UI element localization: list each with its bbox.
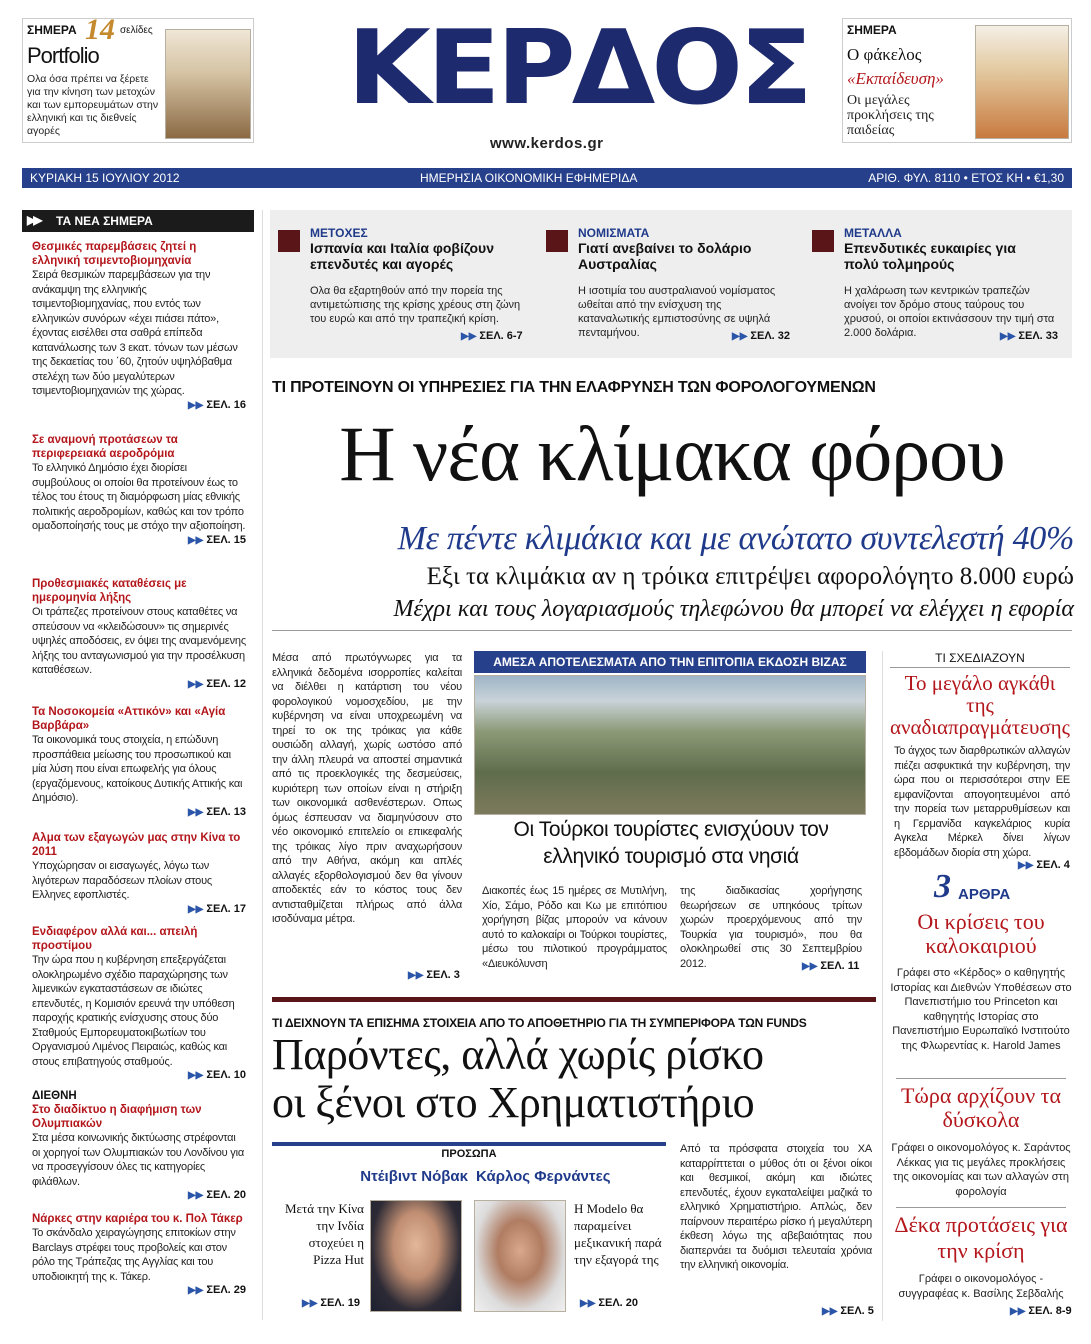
funds-body: Από τα πρόσφατα στοιχεία του ΧΑ καταρρίπτεται ο μύθος ότι οι ξένοι οίκοι και θεσμικοί, ακόμη και ιδιώτες επενδυτές, έχουν εγκαταλείψει μαζικά το ελληνικό Χρηματιστήριο. Απλώς, δεν παίρνουν περαιτέρω ρίσκο ή μεγαλύτερη έκθεση λόγω της αβεβαιότητας που διαπερνάει τα δυόμισι τελευταία χρόνια την ελληνική οικονομία. — [680, 1143, 872, 1271]
box-headline: Γιατί ανεβαίνει το δολάριο Αυστραλίας — [578, 240, 752, 272]
article-divider — [896, 1078, 1066, 1079]
sidebar-item[interactable] — [32, 831, 246, 915]
sidebar-item-title: Αλμα των εξαγωγών μας στην Κίνα το 2011 — [32, 832, 241, 858]
novak-photo — [370, 1200, 462, 1312]
portfolio-cover-image — [165, 29, 251, 139]
box-body: Η ισοτιμία του αυστραλιανού νομίσματος ωθείται από την ενίσχυση της καταναλωτικής εμπιστοσύνης σε υψηλά πενταμήνου. — [578, 285, 776, 339]
box-marker — [278, 230, 300, 252]
arrow-icon: ▶▶ — [580, 1298, 596, 1309]
person-1-text: Μετά την Κίνα την Ινδία στοχεύει η Pizza Hut — [284, 1201, 364, 1267]
column-divider — [882, 651, 883, 1321]
sidebar-item[interactable] — [32, 705, 246, 818]
person-1-name[interactable]: Ντέιβιντ Νόβακ — [360, 1168, 468, 1185]
arrow-icon: ▶▶ — [408, 970, 424, 981]
box-body: Ολα θα εξαρτηθούν από την πορεία της αντιμετώπισης της κρίσης χρέους στη ζώνη του ευρώ και από την τραπεζική κρίση. — [310, 285, 521, 325]
lead-headline[interactable]: Η νέα κλίμακα φόρου — [339, 410, 1005, 497]
right-headline[interactable]: Το μεγάλο αγκάθι της αναδιαπραγμάτευσης — [890, 671, 1070, 739]
sidebar-item-body: Στα μέσα κοινωνικής δικτύωσης στρέφονται οι χορηγοί των Ολυμπιακών του Λονδίνου για να προσεγγίσουν όλες τις κατηγορίες φιλάθλων. — [32, 1132, 244, 1188]
promo-right-label: ΣΗΜΕΡΑ — [847, 23, 897, 37]
play-arrows-icon: ▶▶ — [27, 213, 40, 227]
lead-subline-1: Εξι τα κλιμάκια αν η τρόικα επιτρέψει αφορολόγητο 8.000 ευρώ — [426, 563, 1074, 590]
articles-number: 3 — [934, 868, 951, 905]
page-ref[interactable]: ▶▶ ΣΕΛ. 11 — [802, 960, 860, 972]
tourism-banner: ΑΜΕΣΑ ΑΠΟΤΕΛΕΣΜΑΤΑ ΑΠΟ ΤΗΝ ΕΠΙΤΟΠΙΑ ΕΚΔΟΣΗ ΒΙΖΑΣ — [474, 651, 866, 673]
article-1-body: Γράφει στο «Κέρδος» ο καθηγητής Ιστορίας και Διεθνών Υποθέσεων στο Πανεπιστήμιο του Princeton και καθηγητής Ιστορίας στο Πανεπιστήμιο Ευρωπαϊκό Ινστιτούτο της Φλωρεντίας κ. Harold James — [890, 967, 1072, 1052]
masthead-title: ΚΕΡΔΟΣ — [347, 9, 809, 128]
box-marker — [812, 230, 834, 252]
funds-kicker: ΤΙ ΔΕΙΧΝΟΥΝ ΤΑ ΕΠΙΣΗΜΑ ΣΤΟΙΧΕΙΑ ΑΠΟ ΤΟ ΑΠΟΘΕΤΗΡΙΟ ΓΙΑ ΤΗ ΣΥΜΠΕΡΙΦΟΡΑ ΤΩΝ FUNDS — [272, 1016, 807, 1030]
page-ref[interactable]: ▶▶ ΣΕΛ. 20 — [187, 1189, 246, 1201]
sidebar-item-title: Ενδιαφέρον αλλά και... απειλή προστίμου — [32, 926, 198, 952]
sidebar-header — [22, 210, 254, 232]
sidebar-section-label: ΔΙΕΘΝΗ — [32, 1090, 77, 1102]
promo-label: ΣΗΜΕΡΑ — [27, 23, 77, 37]
sidebar-item-body: Το σκάνδαλο χειραγώγησης επιτοκίων στην Barclays στρέφει τους προβολείς και στον ρόλο της Τράπεζας της Αγγλίας και του υποδιοικητή της κ. Τάκερ. — [32, 1227, 236, 1283]
arrow-icon: ▶▶ — [461, 331, 477, 342]
sidebar-item-body: Υποχώρησαν οι εισαγωγές, λόγω των λιγότερων παραδόσεων πλοίων στους Ελληνες εφοπλιστές. — [32, 860, 212, 901]
arrow-icon: ▶▶ — [187, 534, 204, 546]
funds-headline-2[interactable]: οι ξένοι στο Χρηματιστήριο — [272, 1078, 755, 1127]
article-2-title[interactable]: Τώρα αρχίζουν τα δύσκολα — [900, 1083, 1062, 1132]
sidebar-item-title: Προθεσμιακές καταθέσεις με ημερομηνία λήξης — [32, 578, 187, 604]
sidebar-item[interactable] — [32, 1089, 246, 1201]
sidebar-header-label: ΤΑ ΝΕΑ ΣΗΜΕΡΑ — [56, 214, 153, 228]
page-ref[interactable]: ▶▶ ΣΕΛ. 29 — [187, 1284, 246, 1296]
fernandez-photo — [474, 1200, 566, 1312]
sidebar-item-title: Σε αναμονή προτάσεων τα περιφερειακά αεροδρόμια — [32, 434, 178, 460]
page-ref[interactable]: ▶▶ ΣΕΛ. 19 — [302, 1297, 361, 1309]
article-1-title[interactable]: Οι κρίσεις του καλοκαιριού — [917, 909, 1045, 958]
issue-date: ΚΥΡΙΑΚΗ 15 ΙΟΥΛΙΟΥ 2012 — [30, 171, 180, 185]
arrow-icon: ▶▶ — [822, 1306, 838, 1317]
arrow-icon: ▶▶ — [1010, 1306, 1026, 1317]
box-category: ΝΟΜΙΣΜΑΤΑ — [578, 226, 650, 240]
box-marker — [546, 230, 568, 252]
sidebar-item-body: Σειρά θεσμικών παρεμβάσεων για την ανάκαμψη της ελληνικής τσιμεντοβιομηχανίας, που εντός των ελληνικών συνόρων «έχει πιάσει πάτο», έχοντας εισέλθει στα σαθρά επίπεδα κατανάλωσης των 3 εκατ. τόνων των μέσων της δεκαετίας του ΄60, ζητούν υψηλόβαθμα στελέχη των δύο μεγαλύτερων τσιμεντοβιομηχανιών της χώρας. — [32, 269, 238, 397]
page-ref[interactable]: ▶▶ ΣΕΛ. 8-9 — [1010, 1305, 1072, 1317]
page-ref[interactable]: ▶▶ ΣΕΛ. 5 — [822, 1305, 874, 1317]
right-body: Το άγχος των διαρθρωτικών αλλαγών πιέζει ασφυκτικά την κυβέρνηση, την ώρα που οι περισσότεροι στην ΕΕ εμφανίζονται απογοητευμένοι από την πορεία των μεταρρυθμίσεων και η Γερμανίδα καγκελάριος κυρία Αγκελα Μέρκελ δίνει λίγων εβδομάδων διορία στη χώρα. — [894, 745, 1070, 859]
sidebar-item-title: Τα Νοσοκομεία «Αττικόν» και «Αγία Βαρβάρα» — [32, 706, 226, 732]
page-ref[interactable]: ▶▶ ΣΕΛ. 13 — [187, 805, 246, 818]
lead-divider — [272, 630, 1072, 631]
page-ref[interactable]: ▶▶ ΣΕΛ. 16 — [187, 398, 246, 411]
sidebar-item[interactable] — [32, 433, 246, 546]
issue-number: ΑΡΙΘ. ΦΥΛ. 8110 • ΕΤΟΣ ΚΗ • €1,30 — [868, 171, 1064, 185]
sidebar-item-body: Οι τράπεζες προτείνουν στους καταθέτες να σπεύσουν να «κλειδώσουν» τις σημερινές υψηλές αποδόσεις, εν όψει της αναμενόμενης λήξης του ανταγωνισμού για την προσέλκυση καταθέσεων. — [32, 606, 246, 676]
paper-subtitle: ΗΜΕΡΗΣΙΑ ΟΙΚΟΝΟΜΙΚΗ ΕΦΗΜΕΡΙΔΑ — [420, 171, 638, 185]
sidebar-item-title: Στο διαδίκτυο η διαφήμιση των Ολυμπιακών — [32, 1104, 202, 1130]
box-headline: Επενδυτικές ευκαιρίες για πολύ τολμηρούς — [844, 240, 1016, 272]
person-2-text: Η Modelo θα παραμείνει μεξικανική παρά την εξαγορά της — [574, 1201, 662, 1267]
persons-header — [272, 1142, 666, 1160]
tourism-headline[interactable]: Οι Τούρκοι τουρίστες ενισχύουν τον ελληνικό τουρισμό στα νησιά — [513, 818, 829, 868]
date-bar — [22, 168, 1072, 188]
promo-right-line1: Ο φάκελος — [847, 45, 922, 64]
page-ref[interactable]: ▶▶ ΣΕΛ. 4 — [1018, 859, 1070, 871]
page-ref[interactable]: ▶▶ ΣΕΛ. 10 — [187, 1069, 246, 1081]
lead-subline-2: Μέχρι και τους λογαριασμούς τηλεφώνου θα μπορεί να ελέγχει η εφορία — [393, 596, 1074, 622]
arrow-icon: ▶▶ — [732, 331, 748, 342]
promo-pages-number: 14 — [85, 13, 115, 46]
education-cover-image — [975, 25, 1069, 139]
arrow-icon: ▶▶ — [187, 1285, 204, 1296]
promo-portfolio[interactable] — [22, 13, 254, 143]
page-ref[interactable]: ▶▶ ΣΕΛ. 33 — [1000, 330, 1059, 342]
page-ref[interactable]: ▶▶ ΣΕΛ. 32 — [732, 330, 791, 342]
sidebar-item[interactable] — [32, 925, 246, 1081]
article-2-body: Γράφει ο οικονομολόγος κ. Σαράντος Λέκκας για τις μεγάλες προκλήσεις της οικονομίας και των αλλαγών στη φορολογία — [891, 1142, 1071, 1198]
promo-right-line2: «Εκπαίδευση» — [847, 69, 944, 88]
arrow-icon: ▶▶ — [187, 678, 204, 690]
arrow-icon: ▶▶ — [802, 961, 818, 972]
lead-body: Μέσα από πρωτόγνωρες για τα ελληνικά δεδομένα ισορροπίες καλείται να διέλθει η κατάρτιση του νέου φορολογικού νομοσχεδίου, με την κυβέρνηση να είναι υποχρεωμένη να τηρεί το οκ της τρόικας για κάθε ουσιώδη αλλαγή, χωρίς ωστόσο από την άλλη πλευρά να αποστεί σημαντικά από τις προεκλογικές της δεσμεύσεις, κυριότερη των οποίων είναι η στήριξη των οικονομικά ασθενέστερων. Οπως όμως έσπευσαν να διαμηνύσουν στο νέο οικονομικό επιτελείο οι επικεφαλής της τρόικας λίγο πριν αναχωρήσουν από την Αθήνα, ακόμη και απλές αλλαγές εξορθολογισμού δεν θα γίνουν αποδεκτές εάν το κόστος τους δεν αντισταθμίζεται πλήρως από άλλα ισοδύναμα μέτρα. — [272, 652, 462, 925]
person-2-name[interactable]: Κάρλος Φερνάντες — [476, 1168, 611, 1185]
promo-right-line3: Οι μεγάλες προκλήσεις της παιδείας — [847, 93, 934, 138]
articles-header — [934, 868, 1054, 908]
sidebar-item-body: Το ελληνικό Δημόσιο έχει διορίσει συμβούλους οι οποίοι θα προτείνουν έως το τέλος του έτους τη διαμόρφωση μίας εθνικής πολιτικής αεροδρομίων, καθώς και τον τρόπο ομαδοποίησής τους με στόχο την αξιοποίηση. — [32, 462, 246, 532]
arrow-icon: ▶▶ — [187, 1070, 204, 1081]
tourism-col-2: της διαδικασίας χορήγησης θεωρήσεων σε υπηκόους τρίτων χωρών προερχόμενους από την Τουρκία για τουρισμό», που θα ολοκληρωθεί στις 30 Σεπτεμβρίου 2012. — [680, 885, 862, 970]
sidebar-item-body: Την ώρα που η κυβέρνηση επεξεργάζεται ολοκληρωμένο σχέδιο παραχώρησης των λιμενικών εγκαταστάσεων σε ιδιώτες επενδυτές, η Κομισιόν ερευνά την υπόθεση παροχής κρατικής ενίσχυσης στους δύο Σταθμούς Εμπορευματοκιβωτίων του Οργανισμού Λιμένος Πειραιώς, καθώς και στους επιβατηγούς σταθμούς. — [32, 954, 235, 1068]
tourists-photo — [474, 675, 866, 815]
arrow-icon: ▶▶ — [1018, 860, 1034, 871]
sidebar-item[interactable] — [32, 577, 246, 690]
sidebar-item[interactable] — [32, 240, 246, 411]
funds-headline-1[interactable]: Παρόντες, αλλά χωρίς ρίσκο — [272, 1030, 764, 1079]
article-3-title[interactable]: Δέκα προτάσεις για την κρίση — [894, 1212, 1068, 1263]
arrow-icon: ▶▶ — [187, 806, 204, 818]
page-ref[interactable]: ▶▶ ΣΕΛ. 3 — [408, 969, 460, 981]
lead-kicker: ΤΙ ΠΡΟΤΕΙΝΟΥΝ ΟΙ ΥΠΗΡΕΣΙΕΣ ΓΙΑ ΤΗΝ ΕΛΑΦΡΥΝΣΗ ΤΩΝ ΦΟΡΟΛΟΓΟΥΜΕΝΩΝ — [272, 379, 876, 396]
page-ref[interactable]: ▶▶ ΣΕΛ. 6-7 — [461, 330, 523, 342]
masthead-url[interactable]: www.kerdos.gr — [490, 135, 604, 152]
sidebar-item-body: Τα οικονομικά τους στοιχεία, η επώδυνη προσπάθεια μείωσης του προσωπικού και μία λύση που είναι επωφελής για όλους (εργαζόμενους, κατοίκους Δυτικής Αττικής και Δημόσιο). — [32, 734, 243, 804]
promo-education[interactable] — [842, 18, 1072, 143]
article-3-body: Γράφει ο οικονομολόγος - συγγραφέας κ. Βασίλης Σεβδαλής — [898, 1273, 1064, 1300]
persons-header-label: ΠΡΟΣΩΠΑ — [441, 1148, 497, 1160]
promo-title: Portfolio — [27, 43, 99, 68]
sidebar-item[interactable] — [32, 1212, 246, 1296]
page-ref[interactable]: ▶▶ ΣΕΛ. 15 — [187, 533, 246, 546]
box-category: ΜΕΤΟΧΕΣ — [310, 226, 368, 240]
article-divider — [896, 1207, 1066, 1208]
arrow-icon: ▶▶ — [187, 399, 204, 411]
page-ref[interactable]: ▶▶ ΣΕΛ. 17 — [187, 902, 246, 915]
lead-subheadline: Με πέντε κλιμάκια και με ανώτατο συντελεστή 40% — [397, 520, 1074, 557]
tourism-col-1: Διακοπές έως 15 ημέρες σε Μυτιλήνη, Χίο, Σάμο, Ρόδο και Κω με επιτόπιου χορήγηση βίζας μπορούν να κάνουν αυτό το καλοκαίρι οι Τούρκοι τουρίστες, μέσω του πιλοτικού προγράμματος «Διευκόλυνση — [482, 885, 667, 970]
column-divider — [262, 210, 263, 1320]
box-headline: Ισπανία και Ιταλία φοβίζουν επενδυτές και αγορές — [310, 240, 494, 272]
page-ref[interactable]: ▶▶ ΣΕΛ. 12 — [187, 677, 246, 690]
right-kicker: ΤΙ ΣΧΕΔΙΑΖΟΥΝ — [890, 651, 1070, 668]
articles-word: ΑΡΘΡΑ — [958, 886, 1011, 903]
box-body: Η χαλάρωση των κεντρικών τραπεζών ανοίγει τον δρόμο στους ταύρους του χρυσού, οι οποίοι εκτινάσσουν την τιμή στα 2.000 δολάρια. — [844, 285, 1055, 339]
arrow-icon: ▶▶ — [1000, 331, 1016, 342]
page-ref[interactable]: ▶▶ ΣΕΛ. 20 — [580, 1297, 639, 1309]
sidebar-item-title: Θεσμικές παρεμβάσεις ζητεί η ελληνική τσιμεντοβιομηχανία — [32, 241, 197, 267]
box-category: ΜΕΤΑΛΛΑ — [844, 226, 902, 240]
promo-text: Ολα όσα πρέπει να ξέρετε για την κίνηση των μετοχών και των εμπορευμάτων στην ελληνική και τις διεθνείς αγορές — [27, 73, 159, 137]
arrow-icon: ▶▶ — [187, 903, 204, 915]
arrow-icon: ▶▶ — [187, 1190, 204, 1201]
promo-pages-word: σελίδες — [120, 25, 153, 36]
sidebar-item-title: Νάρκες στην καριέρα του κ. Πολ Τάκερ — [32, 1213, 243, 1225]
arrow-icon: ▶▶ — [302, 1298, 318, 1309]
funds-rule — [272, 997, 876, 1002]
